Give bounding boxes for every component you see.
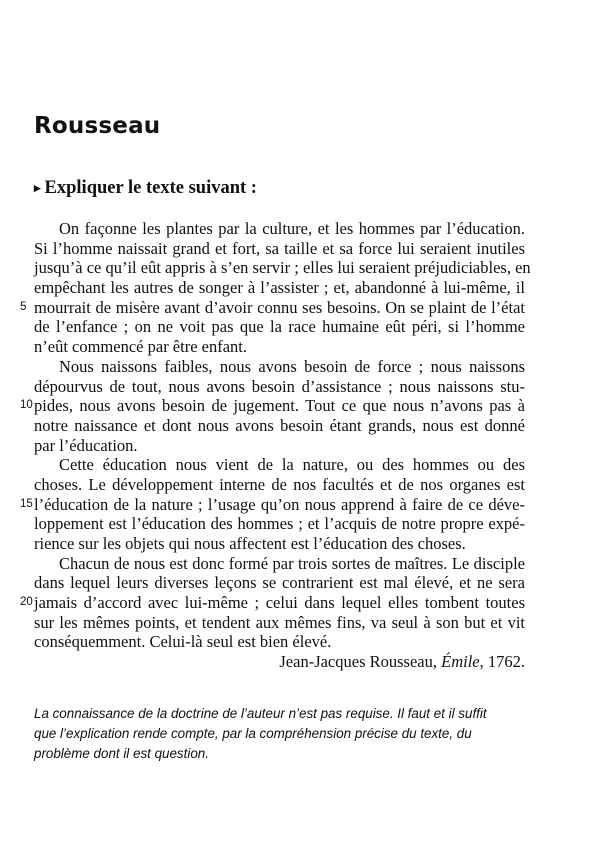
text-line: n’eût commencé par être enfant.	[34, 337, 248, 357]
note-line: La connaissance de la doctrine de l’auteur n’est pas requise. Il faut et il suffit	[34, 706, 487, 721]
page-title: Rousseau	[34, 113, 161, 139]
text-line: Chacun de nous est donc formé par trois sortes de maîtres. Le disciple	[59, 553, 525, 573]
text-line: Nous naissons faibles, nous avons besoin de force ; nous naissons	[59, 356, 525, 376]
citation-work: Émile,	[441, 652, 484, 672]
line-number: 10	[20, 399, 33, 412]
text-line: jusqu’à ce qu’il eût appris à s’en servir ; elles lui seraient préjudiciables, en	[34, 258, 531, 278]
text-line: rience sur les objets qui nous affectent est l’éducation des choses.	[34, 534, 466, 553]
text-line-numbered: 20 jamais d’accord avec lui-même ; celui dans lequel elles tombent toutes	[20, 593, 525, 613]
line-number: 20	[20, 596, 33, 609]
text-line: de l’enfance ; on ne voit pas que la race humaine eût péri, si l’homme	[34, 317, 525, 337]
note-line: problème dont il est question.	[34, 746, 209, 761]
instruction-heading	[34, 178, 257, 199]
text-line: loppement est l’éducation des hommes ; et l’acquis de notre propre expé-	[34, 514, 525, 534]
citation-author: Jean-Jacques Rousseau,	[279, 652, 437, 672]
text-line: Cette éducation nous vient de la nature, ou des hommes ou des	[59, 455, 525, 475]
text-line: Si l’homme naissait grand et fort, sa taille et sa force lui seraient inutiles	[34, 238, 525, 258]
instruction-note	[34, 704, 534, 764]
text-line: sur les mêmes points, et tendent aux mêmes fins, va seul à son but et vit	[34, 612, 525, 632]
citation	[34, 652, 525, 672]
text-line: notre naissance et dont nous avons besoin étant grands, nous est donné	[34, 415, 525, 435]
text-line: dans lequel leurs diverses leçons se contrarient est mal élevé, et ne sera	[34, 573, 525, 593]
text-line: dépourvus de tout, nous avons besoin d’assistance ; nous naissons stu-	[34, 376, 525, 396]
citation-year: 1762.	[487, 652, 525, 672]
text-line: par l’éducation.	[34, 435, 138, 455]
text-line-numbered: 10 pides, nous avons besoin de jugement. Tout ce que nous n’avons pas à	[20, 396, 525, 416]
text-line: empêchant les autres de songer à l’assister ; et, abandonné à lui-même, il	[34, 278, 525, 298]
text-line: conséquemment. Celui-là seul est bien élevé.	[34, 632, 332, 652]
text-line-numbered: 15 l’éducation de la nature ; l’usage qu’on nous apprend à faire de ce déve-	[20, 494, 525, 514]
line-number: 15	[20, 497, 33, 510]
note-line: que l’explication rende compte, par la compréhension précise du texte, du	[34, 726, 472, 741]
text-line-numbered: 5 mourrait de misère avant d’avoir connu ses besoins. On se plaint de l’état	[20, 297, 525, 317]
text-line: On façonne les plantes par la culture, et les hommes par l’éducation.	[59, 219, 525, 238]
line-number: 5	[20, 300, 27, 313]
instruction-label: Expliquer le texte suivant :	[44, 178, 257, 198]
text-line: choses. Le développement interne de nos facultés et de nos organes est	[34, 474, 525, 494]
passage-text	[20, 219, 531, 672]
triangle-marker-icon: ▸	[34, 180, 41, 195]
